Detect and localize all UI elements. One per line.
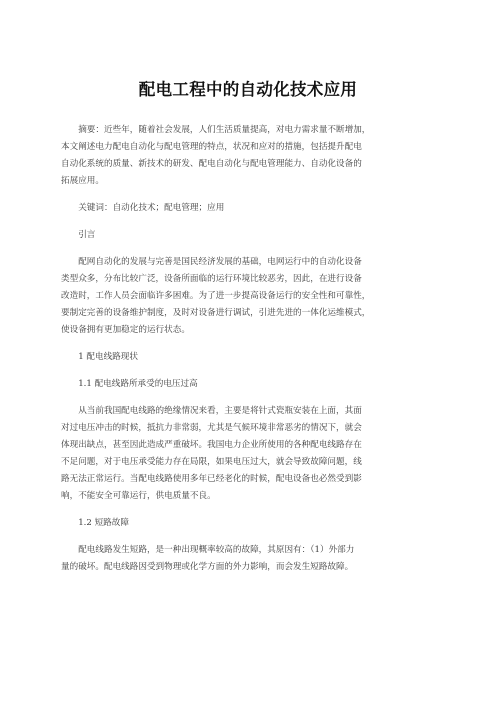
abstract-line: 自动化系统的质量、新技术的研发、配电自动化与配电管理能力、自动化设备的 <box>61 159 362 169</box>
intro-line: 配网自动化的发展与完善是国民经济发展的基础，电网运行中的自动化设备 <box>78 257 362 267</box>
abstract-line: 摘要：近些年，随着社会发展，人们生活质量提高，对电力需求量不断增加， <box>78 125 371 135</box>
section-1-2-paragraph <box>61 542 437 576</box>
intro-line: 使设备拥有更加稳定的运行状态。 <box>61 325 190 335</box>
intro-heading: 引言 <box>78 230 96 240</box>
intro-line: 类型众多，分布比较广泛，设备所面临的运行环境比较恶劣，因此，在进行设备 <box>61 274 362 284</box>
abstract-line: 拓展应用。 <box>61 176 104 186</box>
section-1-1-line: 从当前我国配电线路的绝缘情况来看，主要是将针式瓷瓶安装在上面，其面 <box>78 406 362 416</box>
section-1-2-line: 量的破坏。配电线路因受到物理或化学方面的外力影响，而会发生短路故障。 <box>61 562 354 572</box>
intro-line: 要制定完善的设备维护制度，及时对设备进行调试，引进先进的一体化运维模式， <box>61 308 371 318</box>
abstract-paragraph <box>61 122 437 190</box>
document-body <box>61 122 437 586</box>
section-1-1-line: 响，不能安全可靠运行，供电质量不良。 <box>61 491 216 501</box>
section-1-1-line: 路无法正常运行。当配电线路使用多年已经老化的时候，配电设备也必然受到影 <box>61 474 362 484</box>
section-1-1-line: 对过电压冲击的时候，抵抗力非常弱，尤其是气候环境非常恶劣的情况下，就会 <box>61 423 362 433</box>
intro-paragraph <box>61 254 437 339</box>
section-1-2-heading: 1.2 短路故障 <box>78 518 129 528</box>
intro-line: 改造时，工作人员会面临许多困难。为了进一步提高设备运行的安全性和可靠性， <box>61 291 371 301</box>
section-1-heading: 1 配电线路现状 <box>78 352 138 362</box>
section-1-2-line: 配电线路发生短路，是一种出现概率较高的故障，其原因有：（1）外部力 <box>78 545 355 555</box>
keywords-line: 关键词：自动化技术；配电管理；应用 <box>78 203 225 213</box>
section-1-1-paragraph <box>61 403 437 505</box>
abstract-line: 本文阐述电力配电自动化与配电管理的特点，状况和应对的措施，包括提升配电 <box>61 142 362 152</box>
document-title: 配电工程中的自动化技术应用 <box>138 80 358 99</box>
section-1-1-line: 不足问题，对于电压承受能力存在局限，如果电压过大，就会导致故障问题，线 <box>61 457 362 467</box>
section-1-1-heading: 1.1 配电线路所承受的电压过高 <box>78 379 198 389</box>
section-1-1-line: 体现出缺点，甚至因此造成严重破坏。我国电力企业所使用的各种配电线路存在 <box>61 440 362 450</box>
